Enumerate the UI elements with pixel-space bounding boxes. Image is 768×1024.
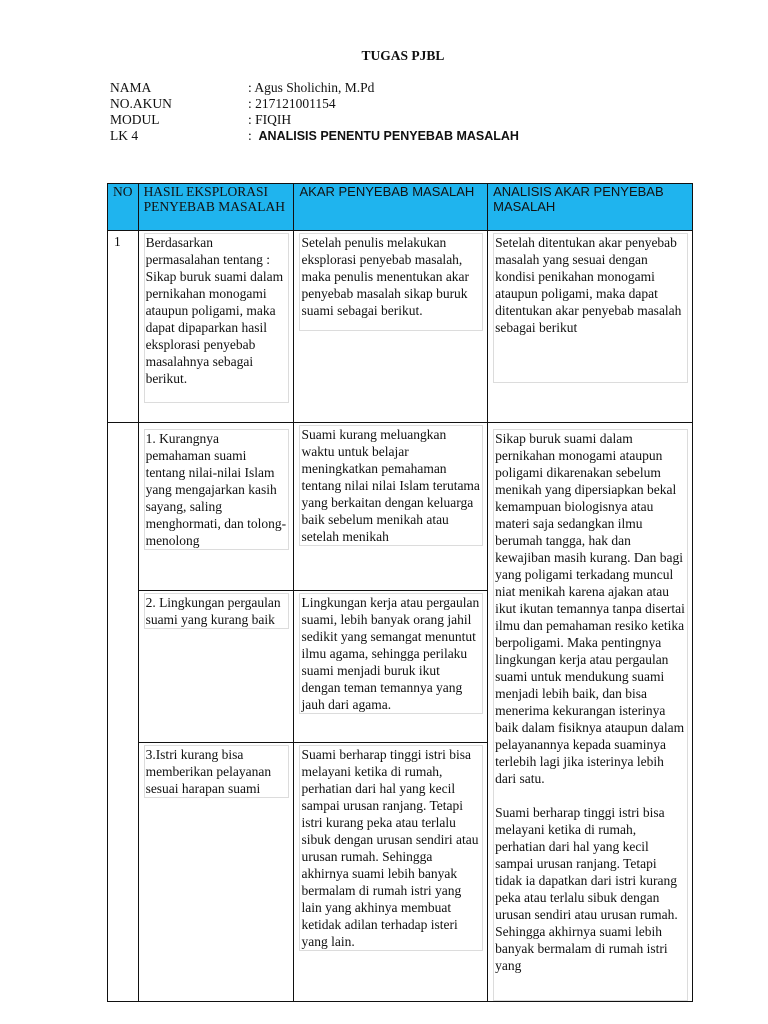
row-number	[108, 231, 139, 423]
analisis-paragraph-1: Sikap buruk suami dalam pernikahan monogami ataupun poligami dikarenakan sebelum menikah yang dipersiapkan bekal kemampuan biologisnya atau materi saja sedangkan ilmu berumah tangga, hak dan kewajiban masih kurang. Dan bagi yang poligami terkadang muncul niat menikah karena ajakan atau ikut ikutan temannya tanpa disertai ilmu dan pemahaman resiko ketika berpoligami. Maka pentingnya lingkungan kerja atau pergaulan suami untuk mendukung suami menjadi lebih baik, dan bisa menerima kekurangan isterinya baik dalam fisiknya ataupun dalam pelayanannya kepada suaminya terlebih lagi jika isterinya lebih dari satu.	[495, 431, 685, 786]
cell-eksplorasi-text: 1. Kurangnya pemahaman suami tentang nilai-nilai Islam yang mengajarkan kasih sayang, saling menghormati, dan tolong-menolong	[144, 429, 290, 550]
header-analisis	[488, 184, 693, 231]
info-label: NAMA	[110, 80, 152, 95]
cell-akar	[294, 231, 488, 423]
row-number-label: 1	[114, 234, 121, 249]
header-eksplorasi-label: HASIL EKSPLORASI PENYEBAB MASALAH	[143, 184, 285, 214]
cell-analisis	[488, 231, 693, 423]
cell-analisis-text: Setelah ditentukan akar penyebab masalah yang sesuai dengan kondisi penikahan monogami ataupun poligami, maka dapat ditentukan akar penyebab masalah sebagai berikut	[493, 233, 688, 383]
header-akar-label: AKAR PENYEBAB MASALAH	[299, 184, 475, 199]
cell-eksplorasi	[138, 743, 294, 1002]
info-row-lk	[110, 128, 519, 144]
cell-akar-text: Setelah penulis melakukan eksplorasi penyebab masalah, maka penulis menentukan akar penyebab masalah sikap buruk suami sebagai berikut.	[299, 233, 483, 331]
analysis-table	[107, 183, 693, 1002]
info-row-nama	[110, 80, 519, 96]
table-row	[108, 231, 693, 423]
header-akar	[294, 184, 488, 231]
header-no	[108, 184, 139, 231]
cell-akar	[294, 423, 488, 591]
cell-eksplorasi	[138, 423, 294, 591]
cell-akar-text: Lingkungan kerja atau pergaulan suami, lebih banyak orang jahil sedikit yang semangat menuntut ilmu agama, sehingga perilaku suami menjadi buruk ikut dengan teman temannya yang jauh dari agama.	[299, 593, 483, 714]
info-label: NO.AKUN	[110, 96, 172, 111]
cell-eksplorasi-text: 3.Istri kurang bisa memberikan pelayanan sesuai harapan suami	[144, 745, 290, 798]
cell-akar	[294, 743, 488, 1002]
table-row	[108, 423, 693, 591]
document-title: TUGAS PJBL	[361, 48, 445, 63]
info-value-prefix: :	[248, 128, 259, 143]
cell-eksplorasi	[138, 590, 294, 743]
identity-block	[110, 80, 519, 144]
info-value: : 217121001154	[248, 96, 336, 111]
info-label: MODUL	[110, 112, 160, 127]
info-value: : Agus Sholichin, M.Pd	[248, 80, 375, 95]
cell-analisis-long-text	[493, 429, 688, 1001]
cell-eksplorasi-text: Berdasarkan permasalahan tentang : Sikap buruk suami dalam pernikahan monogami ataupun poligami, maka dapat dipaparkan hasil eksplorasi penyebab masalahnya sebagai berikut.	[144, 233, 290, 403]
cell-akar-text: Suami berharap tinggi istri bisa melayani ketika di rumah, perhatian dari hal yang kecil sampai urusan ranjang. Tetapi istri kurang peka atau terlalu sibuk dengan urusan sendiri atau urusan rumah. Sehingga akhirnya suami lebih banyak bermalam di rumah istri yang lain yang akhinya membuat ketidak adilan terhadap isteri yang lain.	[299, 745, 483, 951]
header-analisis-label: ANALISIS AKAR PENYEBAB MASALAH	[493, 184, 664, 214]
info-label: LK 4	[110, 128, 139, 143]
table-header-row	[108, 184, 693, 231]
cell-analisis-long	[488, 423, 693, 1002]
cell-eksplorasi	[138, 231, 294, 423]
info-row-noakun	[110, 96, 519, 112]
cell-eksplorasi-text: 2. Lingkungan pergaulan suami yang kurang baik	[144, 593, 290, 629]
header-eksplorasi	[138, 184, 294, 231]
header-no-label: NO	[113, 184, 133, 199]
info-value: ANALISIS PENENTU PENYEBAB MASALAH	[258, 129, 519, 143]
row-number-empty	[108, 423, 139, 1002]
cell-akar-text: Suami kurang meluangkan waktu untuk belajar meningkatkan pemahaman tentang nilai nilai Islam terutama yang berkaitan dengan keluarga baik sebelum menikah atau setelah menikah	[299, 425, 483, 546]
cell-akar	[294, 590, 488, 743]
analisis-paragraph-2: Suami berharap tinggi istri bisa melayani ketika di rumah, perhatian dari hal yang kecil sampai urusan ranjang. Tetapi tidak ia dapatkan dari istri kurang peka atau terlalu sibuk dengan urusan sendiri atau urusan rumah. Sehingga akhirnya suami lebih banyak bermalam di rumah istri yang	[495, 805, 678, 973]
info-row-modul	[110, 112, 519, 128]
info-value: : FIQIH	[248, 112, 292, 127]
